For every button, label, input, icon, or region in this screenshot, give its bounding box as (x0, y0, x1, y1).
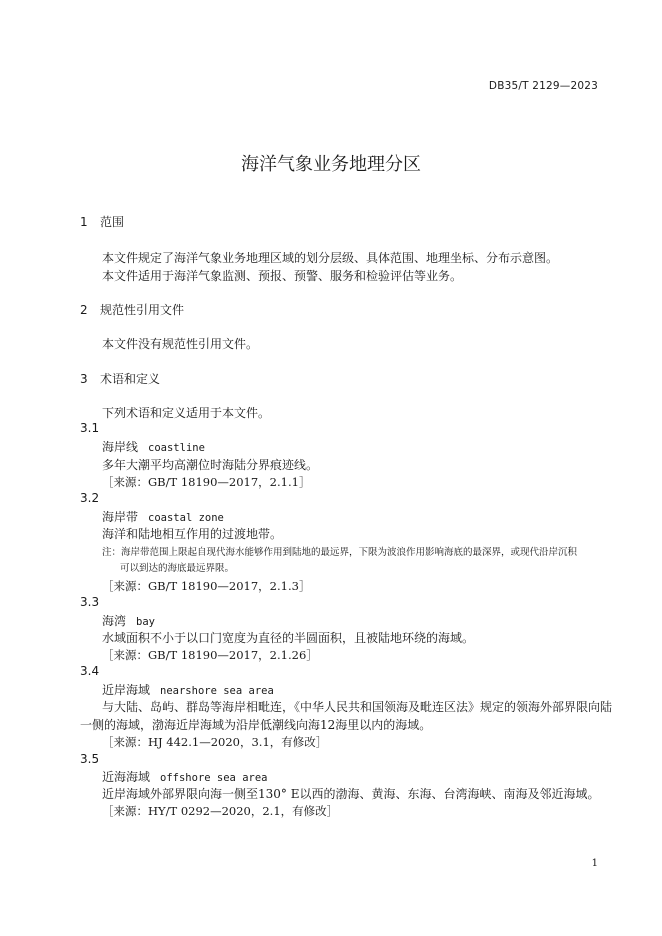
term-english: coastal zone (148, 512, 224, 524)
paragraph: 本文件没有规范性引用文件。 (102, 337, 259, 351)
term-english: coastline (148, 442, 205, 454)
section-number: 3 (80, 372, 88, 386)
term-english: bay (136, 616, 155, 628)
section-heading-2 (80, 301, 184, 318)
term-source: ［来源：GB/T 18190—2017，2.1.1］ (102, 475, 311, 489)
term-definition: 一侧的海域，渤海近岸海域为沿岸低潮线向海12海里以内的海域。 (80, 718, 432, 732)
paragraph: 本文件规定了海洋气象业务地理区域的划分层级、具体范围、地理坐标、分布示意图。 (102, 251, 559, 265)
term-number: 3.5 (80, 752, 100, 766)
term-number: 3.2 (80, 491, 100, 505)
term-chinese: 海湾 (102, 614, 127, 628)
term-entry (102, 768, 267, 785)
term-chinese: 近岸海域 (102, 683, 151, 697)
term-source: ［来源：HY/T 0292—2020，2.1，有修改］ (102, 804, 339, 818)
section-number: 1 (80, 215, 88, 229)
term-definition: 水域面积不小于以口门宽度为直径的半圆面积，且被陆地环绕的海域。 (102, 631, 475, 645)
section-title: 规范性引用文件 (100, 303, 185, 317)
term-definition: 多年大潮平均高潮位时海陆分界痕迹线。 (102, 458, 319, 472)
paragraph: 下列术语和定义适用于本文件。 (102, 406, 271, 420)
term-chinese: 海岸线 (102, 440, 139, 454)
section-heading-3 (80, 370, 160, 387)
term-source: ［来源：GB/T 18190—2017，2.1.3］ (102, 579, 311, 593)
term-entry (102, 438, 205, 455)
term-source: ［来源：HJ 442.1—2020，3.1，有修改］ (102, 735, 328, 749)
term-number: 3.4 (80, 664, 100, 678)
term-entry (102, 508, 224, 525)
term-entry (102, 612, 155, 629)
paragraph: 本文件适用于海洋气象监测、预报、预警、服务和检验评估等业务。 (102, 269, 463, 283)
term-entry (102, 681, 274, 698)
term-source: ［来源：GB/T 18190—2017，2.1.26］ (102, 648, 318, 662)
term-chinese: 近海海域 (102, 770, 151, 784)
section-title: 范围 (100, 215, 125, 229)
document-number: DB35/T 2129—2023 (488, 80, 598, 92)
term-definition: 近岸海域外部界限向海一侧至130° E以西的渤海、黄海、东海、台湾海峡、南海及邻近海域。 (102, 787, 600, 801)
page-number: 1 (591, 858, 598, 869)
section-heading-1 (80, 213, 124, 230)
term-note: 可以到达的海底最远界限。 (120, 563, 235, 574)
page-title: 海洋气象业务地理分区 (241, 154, 421, 175)
term-english: offshore sea area (160, 772, 268, 784)
term-number: 3.1 (80, 421, 100, 435)
section-number: 2 (80, 303, 88, 317)
term-note: 注：海岸带范围上限起自现代海水能够作用到陆地的最远界，下限为波浪作用影响海底的最深界，或现代沿岸沉积 (102, 547, 578, 558)
term-english: nearshore sea area (160, 685, 274, 697)
term-definition: 与大陆、岛屿、群岛等海岸相毗连，《中华人民共和国领海及毗连区法》规定的领海外部界限向陆 (102, 700, 613, 714)
term-chinese: 海岸带 (102, 510, 139, 524)
term-definition: 海洋和陆地相互作用的过渡地带。 (102, 527, 283, 541)
term-number: 3.3 (80, 595, 100, 609)
section-title: 术语和定义 (100, 372, 161, 386)
